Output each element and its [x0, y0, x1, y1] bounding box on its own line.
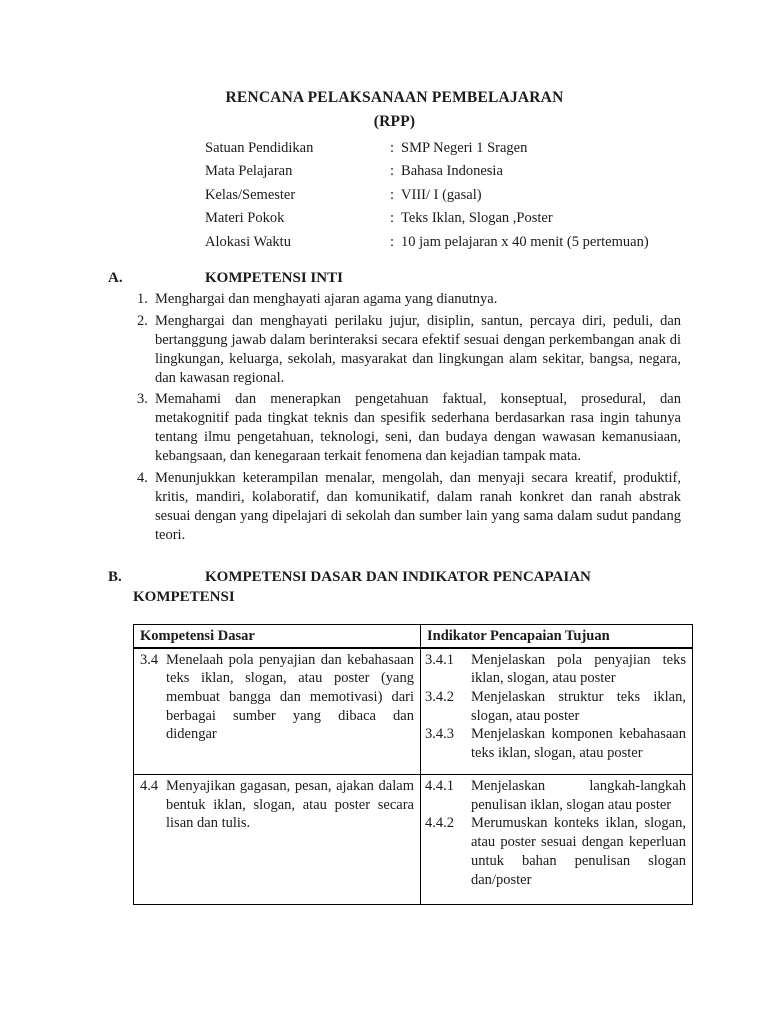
kd-item-text: Menyajikan gagasan, pesan, ajakan dalam bentuk iklan, slogan, atau poster secara lisan dan tulis. — [166, 778, 414, 832]
list-item-text: Menghargai dan menghayati perilaku jujur, disiplin, santun, percaya diri, peduli, dan bertanggung jawab dalam berinteraksi secara efektif sesuai dengan perkembangan anak di lingkungan, keluarga, sekolah, masyarakat dan lingkungan alam sekitar, bangsa, negara, dan kawasan regional. — [155, 312, 681, 386]
kd-item-text: Menelaah pola penyajian dan kebahasaan teks iklan, slogan, atau poster (yang membuat bangga dan memotivasi) dari berbagai sumber yang dibaca dan didengar — [166, 651, 414, 743]
meta-value: 10 jam pelajaran x 40 menit (5 pertemuan) — [401, 233, 649, 250]
page-subtitle: (RPP) — [373, 113, 416, 130]
meta-row-kelas-semester — [205, 184, 681, 207]
meta-separator: : — [390, 210, 395, 227]
indicator-item — [425, 725, 686, 762]
kompetensi-dasar-cell — [134, 648, 421, 775]
indicator-text: Menjelaskan langkah-langkah penulisan iklan, slogan atau poster — [471, 778, 686, 813]
kompetensi-dasar-cell — [134, 775, 421, 905]
indicator-number: 4.4.2 — [425, 815, 454, 832]
table-row — [134, 648, 693, 775]
kd-item — [140, 651, 414, 745]
meta-separator: : — [390, 163, 395, 180]
meta-label: Mata Pelajaran — [205, 163, 293, 180]
section-b-heading — [108, 567, 681, 607]
indicator-text: Menjelaskan struktur teks iklan, slogan, atau poster — [471, 688, 686, 724]
indicator-number: 3.4.2 — [425, 688, 454, 705]
meta-value: Teks Iklan, Slogan ,Poster — [401, 210, 553, 227]
section-a-title: KOMPETENSI INTI — [205, 270, 343, 287]
meta-value: VIII/ I (gasal) — [401, 186, 482, 203]
indicator-text: Menjelaskan pola penyajian teks iklan, slogan, atau poster — [471, 651, 686, 687]
indikator-cell — [421, 648, 693, 775]
meta-separator: : — [390, 233, 395, 250]
meta-row-materi-pokok — [205, 207, 681, 230]
document-meta — [205, 137, 681, 254]
kompetensi-inti-list — [108, 290, 681, 545]
column-header-kompetensi-dasar: Kompetensi Dasar — [134, 624, 421, 648]
indicator-number: 3.4.3 — [425, 726, 454, 743]
list-item — [108, 290, 681, 309]
table-header-row — [134, 624, 693, 648]
indicator-item — [425, 814, 686, 889]
indicator-number: 4.4.1 — [425, 778, 454, 795]
meta-row-mata-pelajaran — [205, 160, 681, 183]
meta-label: Kelas/Semester — [205, 186, 296, 203]
page-title: RENCANA PELAKSANAAN PEMBELAJARAN — [225, 89, 564, 106]
meta-separator: : — [390, 186, 395, 203]
list-item — [108, 390, 681, 466]
indicator-number: 3.4.1 — [425, 651, 454, 668]
indicator-item — [425, 688, 686, 725]
indikator-cell — [421, 775, 693, 905]
kd-item-number: 4.4 — [140, 778, 159, 795]
kd-item — [140, 777, 414, 833]
section-a-heading — [108, 268, 681, 288]
meta-value: SMP Negeri 1 Sragen — [401, 140, 528, 156]
meta-row-satuan-pendidikan — [205, 137, 681, 160]
meta-label: Materi Pokok — [205, 210, 285, 227]
list-item-number: 2. — [137, 312, 148, 329]
meta-label: Alokasi Waktu — [205, 233, 291, 250]
section-b-title: KOMPETENSI DASAR DAN INDIKATOR PENCAPAIAN KOMPETENSI — [133, 568, 591, 605]
list-item — [108, 312, 681, 388]
list-item-text: Memahami dan menerapkan pengetahuan faktual, konseptual, prosedural, dan metakognitif pada tingkat teknis dan spesifik sederhana berdasarkan rasa ingin tahunya tentang ilmu pengetahuan, teknologi, seni, dan budaya dengan wawasan kemanusiaan, kebangsaan, dan kenegaraan terkait fenomena dan kejadian tampak mata. — [155, 391, 681, 465]
list-item-text: Menghargai dan menghayati ajaran agama yang dianutnya. — [155, 291, 498, 308]
list-item-number: 4. — [137, 469, 148, 486]
list-item-number: 3. — [137, 391, 148, 408]
table-row — [134, 775, 693, 905]
kd-item-number: 3.4 — [140, 651, 159, 668]
section-a-letter: A. — [108, 270, 123, 287]
meta-label: Satuan Pendidikan — [205, 140, 314, 156]
section-b-letter: B. — [108, 568, 122, 585]
meta-value: Bahasa Indonesia — [401, 163, 503, 180]
indicator-text: Menjelaskan komponen kebahasaan teks iklan, slogan, atau poster — [471, 726, 686, 762]
indicator-text: Merumuskan konteks iklan, slogan, atau poster sesuai dengan keperluan untuk bahan penulisan slogan dan/poster — [471, 815, 686, 888]
list-item-number: 1. — [137, 291, 148, 308]
indicator-item — [425, 651, 686, 688]
meta-separator: : — [390, 140, 395, 156]
indicator-item — [425, 777, 686, 814]
list-item — [108, 469, 681, 545]
kompetensi-dasar-table — [133, 624, 693, 906]
column-header-indikator: Indikator Pencapaian Tujuan — [421, 624, 693, 648]
list-item-text: Menunjukkan keterampilan menalar, mengolah, dan menyaji secara kreatif, produktif, kritis, mandiri, kolaboratif, dan komunikatif, dalam ranah konkret dan ranah abstrak sesuai dengan yang dipelajari di sekolah dan sumber lain yang sama dalam sudut pandang teori. — [155, 469, 681, 543]
meta-row-alokasi-waktu — [205, 231, 681, 254]
